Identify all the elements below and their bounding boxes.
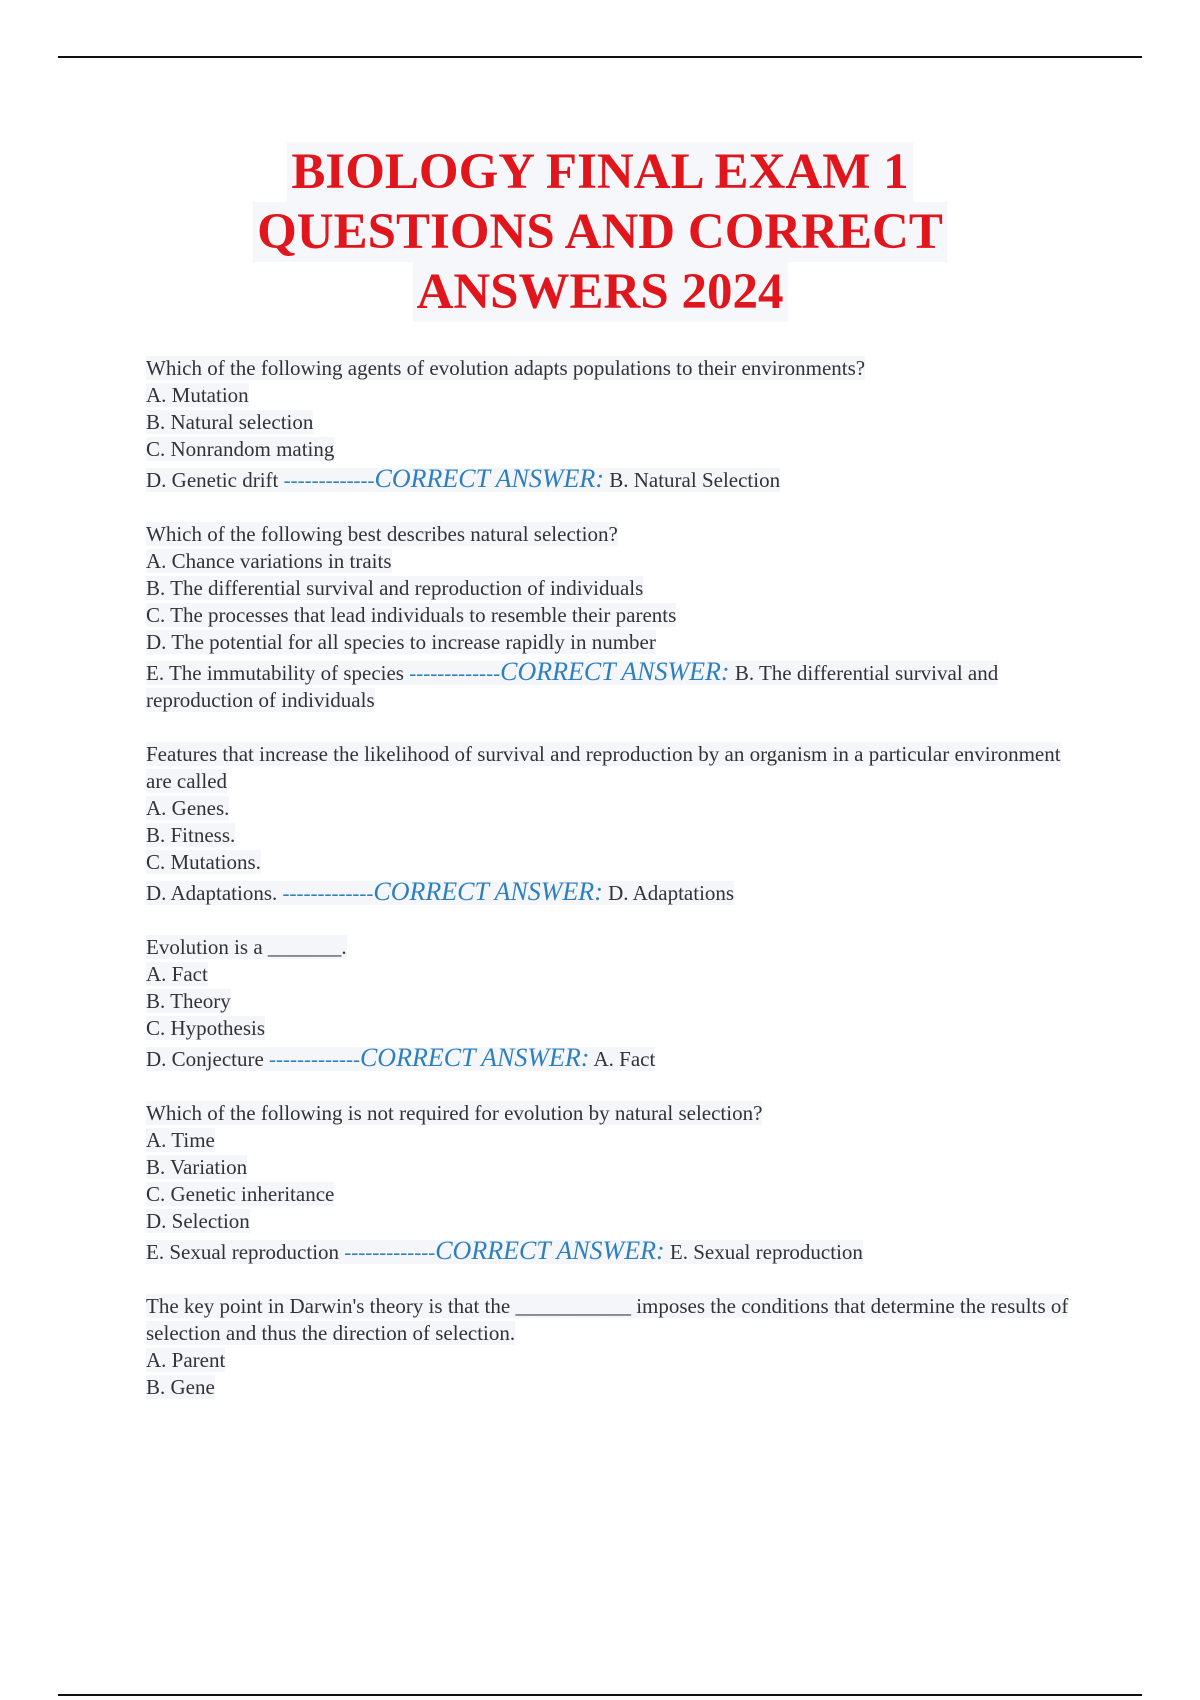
correct-answer-text: B. Natural Selection [609, 468, 781, 492]
title-line-1: BIOLOGY FINAL EXAM 1 [287, 142, 912, 202]
correct-answer-label: CORRECT ANSWER: [374, 464, 604, 493]
answer-line [146, 877, 735, 906]
option-d: D. Genetic drift [146, 468, 279, 492]
bottom-rule [58, 1694, 1142, 1696]
option-c: C. Hypothesis [146, 1016, 266, 1040]
option-e: E. Sexual reproduction [146, 1240, 340, 1264]
option-a: A. Chance variations in traits [146, 549, 392, 573]
correct-answer-text: A. Fact [593, 1047, 656, 1071]
question-4 [146, 934, 1086, 1073]
questions-list [146, 355, 1086, 1401]
answer-line [146, 1236, 863, 1265]
answer-line [146, 657, 999, 712]
correct-answer-label: CORRECT ANSWER: [500, 657, 730, 686]
option-b: B. The differential survival and reproduction of individuals [146, 576, 644, 600]
question-2 [146, 521, 1086, 714]
answer-line [146, 464, 781, 493]
question-prompt: Evolution is a _______. [146, 935, 347, 959]
option-c: C. Nonrandom mating [146, 437, 335, 461]
option-d: D. Conjecture [146, 1047, 264, 1071]
question-5 [146, 1100, 1086, 1266]
correct-answer-label: CORRECT ANSWER: [435, 1236, 665, 1265]
question-prompt: Which of the following best describes natural selection? [146, 522, 618, 546]
option-e: E. The immutability of species [146, 661, 404, 685]
option-d: D. Selection [146, 1209, 250, 1233]
correct-answer-text: B. The differential survival and reproduction of individuals [146, 661, 999, 712]
option-c: C. The processes that lead individuals to resemble their parents [146, 603, 677, 627]
answer-separator: ------------- [409, 661, 501, 685]
answer-separator: ------------- [282, 881, 374, 905]
option-b: B. Variation [146, 1155, 248, 1179]
document-title [0, 142, 1200, 322]
correct-answer-label: CORRECT ANSWER: [359, 1043, 590, 1072]
correct-answer-text: E. Sexual reproduction [669, 1240, 863, 1264]
answer-separator: ------------- [283, 468, 375, 492]
option-a: A. Parent [146, 1348, 226, 1372]
option-c: C. Genetic inheritance [146, 1182, 335, 1206]
option-b: B. Fitness. [146, 823, 236, 847]
question-1 [146, 355, 1086, 494]
option-c: C. Mutations. [146, 850, 261, 874]
option-a: A. Time [146, 1128, 215, 1152]
question-prompt: Which of the following agents of evolution adapts populations to their environments? [146, 356, 866, 380]
answer-separator: ------------- [269, 1047, 360, 1071]
option-b: B. Theory [146, 989, 231, 1013]
option-b: B. Natural selection [146, 410, 314, 434]
correct-answer-label: CORRECT ANSWER: [373, 877, 603, 906]
question-prompt: Features that increase the likelihood of survival and reproduction by an organism in a particular environment are called [146, 742, 1061, 793]
question-6 [146, 1293, 1086, 1401]
correct-answer-text: D. Adaptations [608, 881, 735, 905]
option-b: B. Gene [146, 1375, 215, 1399]
option-a: A. Genes. [146, 796, 230, 820]
title-line-3: ANSWERS 2024 [413, 262, 788, 322]
answer-line [146, 1043, 656, 1072]
option-a: A. Mutation [146, 383, 249, 407]
top-rule [58, 56, 1142, 58]
option-d: D. The potential for all species to increase rapidly in number [146, 630, 656, 654]
option-a: A. Fact [146, 962, 208, 986]
option-d: D. Adaptations. [146, 881, 278, 905]
title-line-2: QUESTIONS AND CORRECT [253, 202, 947, 262]
question-3 [146, 741, 1086, 907]
answer-separator: ------------- [344, 1240, 436, 1264]
question-prompt: Which of the following is not required for evolution by natural selection? [146, 1101, 763, 1125]
question-prompt: The key point in Darwin's theory is that the ___________ imposes the conditions that determine the results of selection and thus the direction of selection. [146, 1294, 1069, 1345]
